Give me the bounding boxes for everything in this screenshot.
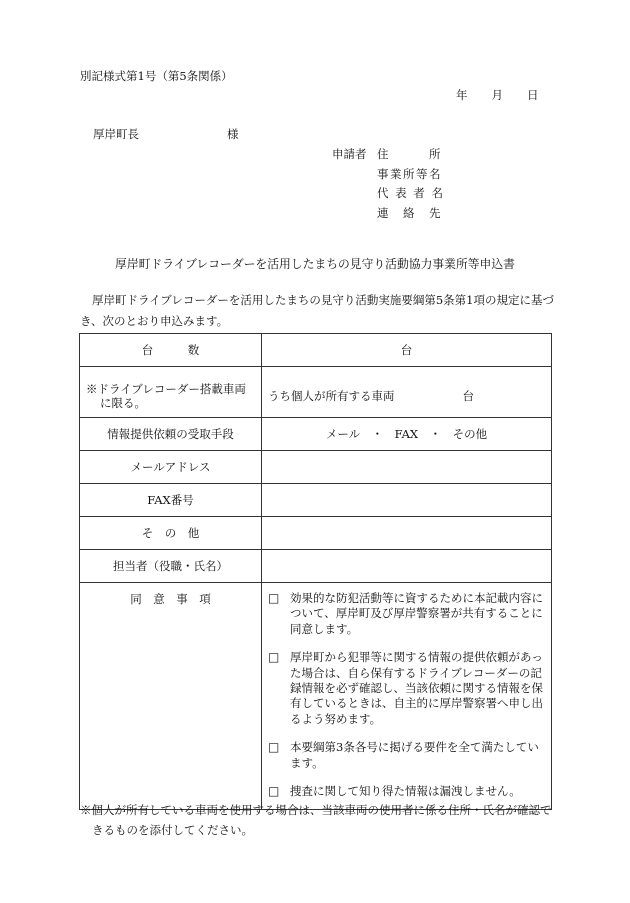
applicant-representative-label: 代 表 者 名 (377, 186, 445, 200)
row-vehicle-count (80, 334, 552, 367)
day-label: 日 (527, 88, 539, 102)
personal-vehicle-field[interactable] (262, 367, 552, 418)
agreement-item (268, 784, 545, 799)
row-agreement (80, 583, 552, 810)
document-title: 厚岸町ドライブレコーダーを活用したまちの見守り活動協力事業所等申込書 (115, 257, 515, 271)
addressee-name: 厚岸町長 (93, 127, 139, 141)
fax-field[interactable] (262, 484, 552, 517)
vehicle-note (80, 367, 262, 418)
fax-label: FAX番号 (80, 484, 262, 517)
agreement-checkbox[interactable]: □ (268, 591, 280, 605)
other-field[interactable] (262, 517, 552, 550)
applicant-business-name-label: 事業所等名 (377, 166, 442, 181)
agreement-text: 本要綱第3条各号に掲げる要件を全て満たしています。 (290, 740, 539, 770)
contact-person-label: 担当者（役職・氏名） (80, 550, 262, 583)
row-receive-method (80, 418, 552, 451)
footnote (80, 800, 560, 840)
vehicle-count-label: 台 数 (80, 334, 262, 367)
date-line (456, 87, 551, 103)
row-contact-person (80, 550, 552, 583)
agreement-item (268, 740, 545, 771)
email-field[interactable] (262, 451, 552, 484)
honorific: 様 (227, 127, 239, 141)
footnote-line2: きるものを添付してください。 (92, 823, 253, 837)
applicant-contact-label: 連 絡 先 (377, 205, 442, 220)
vehicle-count-field[interactable] (262, 334, 552, 367)
agreement-text: 捜査に関して知り得た情報は漏洩しません。 (290, 784, 521, 799)
agreement-item (268, 591, 545, 637)
vehicle-note-line1: ※ドライブレコーダー搭載車両 (86, 381, 246, 396)
applicant-address-label: 住 所 (377, 147, 442, 161)
receive-method-label: 情報提供依頼の受取手段 (80, 418, 262, 451)
receive-method-options[interactable]: メール ・ FAX ・ その他 (262, 418, 552, 451)
personal-vehicle-label: うち個人が所有する車両 (268, 388, 395, 403)
applicant-label: 申請者 (332, 147, 367, 161)
agreement-text: 厚岸町から犯罪等に関する情報の提供依頼があった場合は、自ら保有するドライブレコーダーの記録情報を必ず確認し、当該依頼に関する情報を保有しているときは、自主的に厚岸警察署へ申し出るよう努めます。 (290, 650, 543, 726)
other-label: そ の 他 (80, 517, 262, 550)
email-label: メールアドレス (80, 451, 262, 484)
personal-vehicle-unit: 台 (462, 388, 474, 403)
year-label: 年 (456, 88, 468, 102)
application-table (79, 333, 552, 810)
agreement-items (262, 583, 552, 810)
vehicle-count-unit: 台 (400, 343, 413, 357)
intro-paragraph: 厚岸町ドライブレコーダーを活用したまちの見守り活動実施要綱第5条第1項の規定に基づき、次のとおり申込みます。 (80, 293, 554, 328)
agreement-label: 同 意 事 項 (80, 583, 262, 810)
month-label: 月 (491, 88, 503, 102)
row-vehicle-note (80, 367, 552, 418)
row-fax (80, 484, 552, 517)
footnote-line1: ※個人が所有している車両を使用する場合は、当該車両の使用者に係る住所・氏名が確認で (80, 803, 552, 817)
agreement-text: 効果的な防犯活動等に資するために本記載内容について、厚岸町及び厚岸警察署が共有することに同意します。 (290, 591, 543, 636)
agreement-checkbox[interactable]: □ (268, 740, 280, 755)
agreement-item (268, 650, 545, 727)
agreement-checkbox[interactable]: □ (268, 650, 280, 665)
row-other (80, 517, 552, 550)
applicant-fields (377, 146, 444, 224)
addressee (93, 126, 239, 142)
row-email (80, 451, 552, 484)
agreement-checkbox[interactable]: □ (268, 784, 280, 799)
vehicle-note-line2: に限る。 (100, 395, 146, 410)
contact-person-field[interactable] (262, 550, 552, 583)
form-reference: 別記様式第1号（第5条関係） (80, 69, 233, 83)
